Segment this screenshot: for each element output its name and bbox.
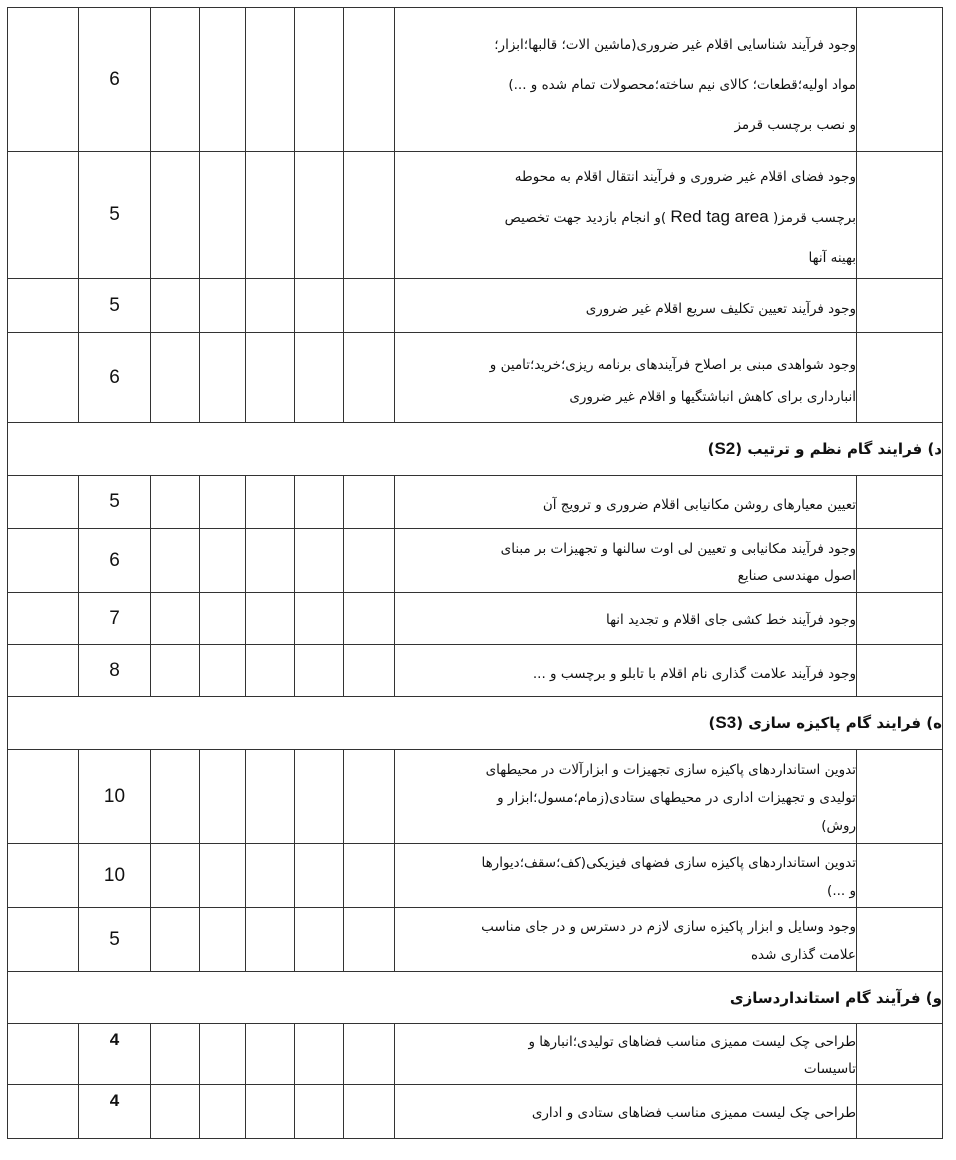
empty-cell [344,476,395,529]
empty-cell [246,1024,295,1085]
table-row [8,1085,943,1139]
table-row [8,529,943,593]
empty-cell [200,593,246,645]
empty-cell [151,1024,200,1085]
empty-cell [295,152,344,279]
description-line: اصول مهندسی صنایع [737,567,856,584]
criterion-description [395,844,857,908]
empty-cell [295,844,344,908]
section-heading [8,423,943,476]
red-tag-area-term: Red tag area [670,206,769,226]
empty-cell [344,279,395,333]
empty-cell [295,529,344,593]
empty-cell [151,529,200,593]
empty-cell [246,8,295,152]
section-title: ه) فرایند گام پاکیزه سازی ( [736,714,942,732]
description-line: بهینه آنها [808,249,856,266]
table-row [8,8,943,152]
empty-cell [246,908,295,972]
description-fragment: )و انجام بازدید جهت تخصیص [504,209,667,226]
section-row [8,972,943,1024]
empty-cell [200,750,246,844]
table-row [8,645,943,697]
empty-cell [295,1085,344,1139]
empty-cell [8,152,79,279]
empty-cell [246,476,295,529]
empty-cell [857,152,943,279]
empty-cell [246,279,295,333]
empty-cell [151,333,200,423]
section-title-end: ) [708,714,716,732]
empty-cell [344,593,395,645]
empty-cell [151,908,200,972]
description-line: طراحی چک لیست ممیزی مناسب فضاهای تولیدی؛انبارها و [528,1034,856,1050]
empty-cell [246,1085,295,1139]
empty-cell [200,645,246,697]
description-line: طراحی چک لیست ممیزی مناسب فضاهای ستادی و اداری [531,1104,856,1121]
empty-cell [200,908,246,972]
empty-cell [151,8,200,152]
empty-cell [344,529,395,593]
empty-cell [8,645,79,697]
empty-cell [246,844,295,908]
description-line: وجود فرآیند علامت گذاری نام اقلام با تابلو و برچسب و ... [532,665,856,682]
score-cell: 10 [79,750,151,844]
empty-cell [200,1024,246,1085]
empty-cell [200,1085,246,1139]
section-row [8,423,943,476]
empty-cell [344,750,395,844]
section-title: و) فرآیند گام استانداردسازی [729,988,942,1007]
empty-cell [8,8,79,152]
description-line: وجود وسایل و ابزار پاکیزه سازی لازم در دسترس و در جای مناسب [481,918,856,935]
empty-cell [857,1024,943,1085]
empty-cell [857,529,943,593]
empty-cell [8,476,79,529]
table-row [8,1024,943,1085]
description-fragment: برچسب قرمز( [773,209,856,226]
score-cell: 7 [79,593,151,645]
empty-cell [295,593,344,645]
criterion-description [395,645,857,697]
score-cell: 8 [79,645,151,697]
empty-cell [344,1085,395,1139]
empty-cell [295,8,344,152]
score-cell: 4 [79,1024,151,1085]
section-title-end: ) [707,440,715,458]
empty-cell [200,476,246,529]
empty-cell [200,8,246,152]
empty-cell [151,750,200,844]
table-row [8,593,943,645]
empty-cell [295,476,344,529]
empty-cell [857,645,943,697]
score-cell: 5 [79,152,151,279]
empty-cell [151,279,200,333]
table-row [8,908,943,972]
empty-cell [246,333,295,423]
criterion-description [395,279,857,333]
criterion-description [395,1024,857,1085]
criterion-description [395,593,857,645]
empty-cell [151,1085,200,1139]
description-line: تولیدی و تجهیزات اداری در محیطهای ستادی(زمام؛مسول؛ابزار و [497,789,856,806]
empty-cell [857,750,943,844]
empty-cell [151,476,200,529]
empty-cell [344,152,395,279]
empty-cell [344,8,395,152]
description-line: روش) [821,817,856,834]
empty-cell [344,844,395,908]
empty-cell [151,152,200,279]
empty-cell [857,333,943,423]
empty-cell [344,333,395,423]
criterion-description [395,152,857,279]
table-row [8,333,943,423]
empty-cell [857,8,943,152]
criterion-description [395,750,857,844]
empty-cell [246,750,295,844]
description-line: انبارداری برای کاهش انباشتگیها و اقلام غیر ضروری [569,388,856,405]
empty-cell [857,593,943,645]
section-heading [8,697,943,750]
description-line: و نصب برچسب قرمز [734,116,856,133]
score-cell: 6 [79,8,151,152]
empty-cell [8,844,79,908]
empty-cell [344,908,395,972]
table-row [8,476,943,529]
description-line: وجود فرآیند شناسایی اقلام غیر ضروری(ماشین الات؛ قالبها؛ابزار؛ [494,36,856,53]
description-line: علامت گذاری شده [750,946,856,963]
empty-cell [295,908,344,972]
description-line: و ...) [827,882,856,899]
description-line: وجود فرآیند مکانیابی و تعیین لی اوت سالنها و تجهیزات بر مبنای [500,540,856,557]
empty-cell [8,908,79,972]
score-cell: 10 [79,844,151,908]
empty-cell [8,750,79,844]
empty-cell [857,1085,943,1139]
empty-cell [295,645,344,697]
empty-cell [246,152,295,279]
score-cell: 5 [79,279,151,333]
empty-cell [857,908,943,972]
description-line: تعیین معیارهای روشن مکانیابی اقلام ضروری و ترویج آن [542,497,856,513]
criterion-description [395,908,857,972]
empty-cell [246,645,295,697]
section-code: S3 [715,713,737,732]
empty-cell [200,333,246,423]
description-line: وجود فضای اقلام غیر ضروری و فرآیند انتقال اقلام به محوطه [514,168,856,185]
empty-cell [344,1024,395,1085]
evaluation-checklist-table [7,7,943,1139]
empty-cell [8,593,79,645]
description-line [395,197,856,238]
empty-cell [857,476,943,529]
empty-cell [246,529,295,593]
description-line: وجود فرآیند خط کشی جای اقلام و تجدید انها [605,611,856,628]
empty-cell [151,593,200,645]
criterion-description [395,529,857,593]
table-row [8,279,943,333]
empty-cell [8,1024,79,1085]
empty-cell [295,279,344,333]
empty-cell [246,593,295,645]
description-line: وجود فرآیند تعیین تکلیف سریع اقلام غیر ضروری [585,300,856,317]
score-cell: 5 [79,476,151,529]
score-cell: 5 [79,908,151,972]
empty-cell [8,529,79,593]
criterion-description [395,8,857,152]
empty-cell [857,279,943,333]
empty-cell [344,645,395,697]
empty-cell [200,529,246,593]
empty-cell [8,279,79,333]
table-row [8,152,943,279]
description-line: تدوین استانداردهای پاکیزه سازی فضهای فیزیکی(کف؛سقف؛دیوارها [481,854,856,871]
empty-cell [295,750,344,844]
description-line: وجود شواهدی مبنی بر اصلاح فرآیندهای برنامه ریزی؛خرید؛تامین و [489,356,856,373]
empty-cell [295,333,344,423]
section-row [8,697,943,750]
section-heading [8,972,943,1024]
empty-cell [151,844,200,908]
section-code: S2 [714,439,736,458]
score-cell: 6 [79,529,151,593]
table-row [8,844,943,908]
empty-cell [295,1024,344,1085]
score-cell: 6 [79,333,151,423]
criterion-description [395,333,857,423]
criterion-description [395,1085,857,1139]
empty-cell [200,844,246,908]
description-line: مواد اولیه؛قطعات؛ کالای نیم ساخته؛محصولات تمام شده و ...) [508,76,856,93]
empty-cell [151,645,200,697]
table-row [8,750,943,844]
empty-cell [857,844,943,908]
description-line: تدوین استانداردهای پاکیزه سازی تجهیزات و ابزارآلات در محیطهای [485,761,856,778]
description-line: تاسیسات [803,1061,856,1077]
section-title: د) فرایند گام نظم و ترتیب ( [735,440,942,458]
criterion-description [395,476,857,529]
empty-cell [200,152,246,279]
score-cell: 4 [79,1085,151,1139]
empty-cell [8,333,79,423]
empty-cell [200,279,246,333]
empty-cell [8,1085,79,1139]
